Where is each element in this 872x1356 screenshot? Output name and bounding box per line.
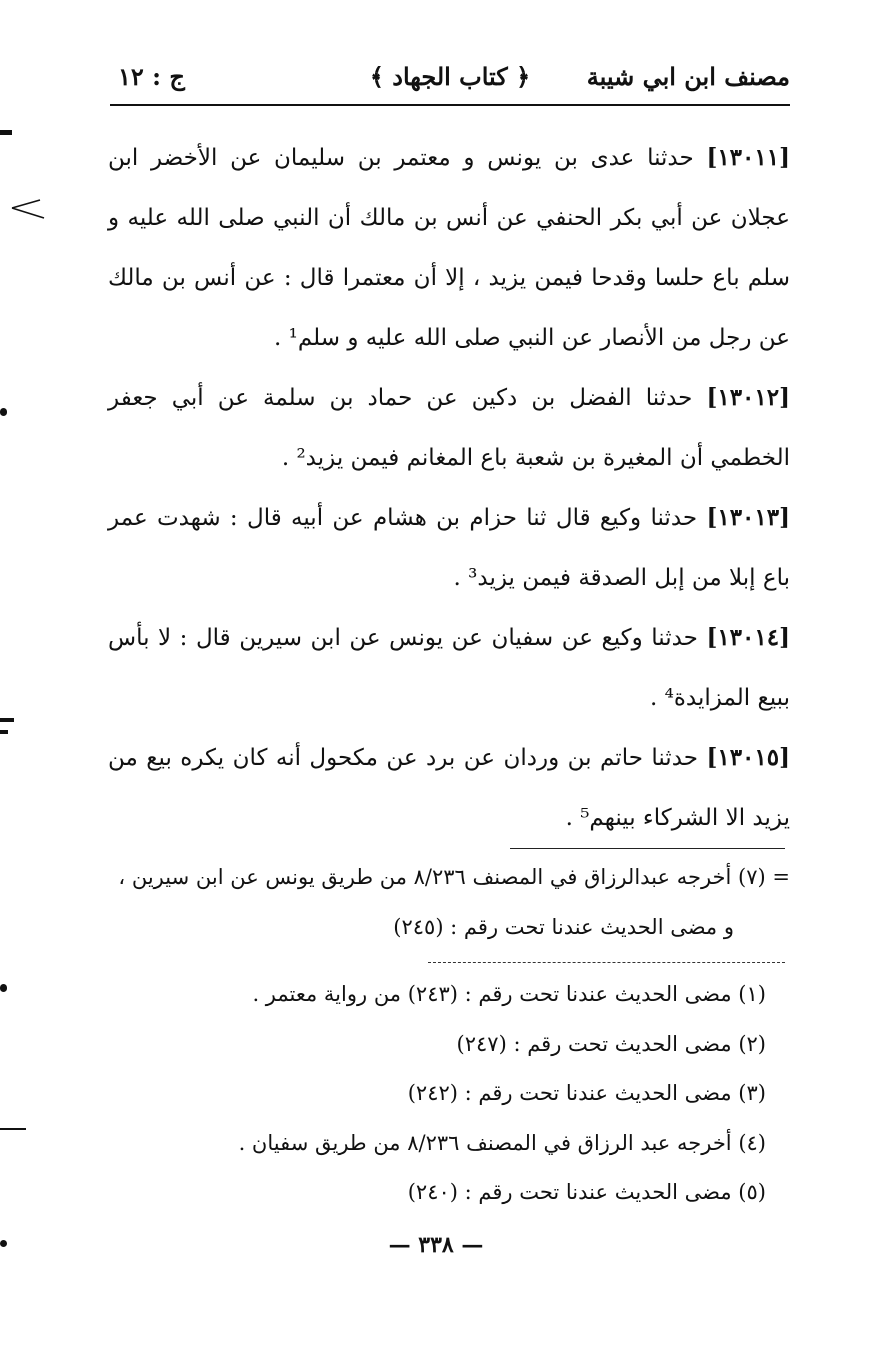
continued-footnote-line: و مضى الحديث عندنا تحت رقم : (٢٤٥)	[393, 915, 734, 939]
footnote-divider	[428, 962, 785, 963]
hadith-number: [١٣٠١٣]	[706, 504, 791, 531]
hadith-text	[108, 128, 790, 848]
continued-footnote	[100, 852, 790, 952]
hadith-number: [١٣٠١١]	[706, 144, 790, 171]
hadith-number: [١٣٠١٢]	[706, 384, 791, 411]
hadith-body: حدثنا حاتم بن وردان عن برد عن مكحول أنه كان يكره بيع من يزيد الا الشركاء بينهم⁵ .	[108, 745, 790, 831]
book-title: مصنف ابن ابي شيبة	[586, 62, 790, 91]
hadith-body: حدثنا الفضل بن دكين عن حماد بن سلمة عن أبي جعفر الخطمي أن المغيرة بن شعبة باع المغانم فيمن يزيد² .	[108, 385, 790, 471]
margin-mark	[0, 408, 7, 416]
hadith-13013	[108, 488, 790, 608]
volume-number: ج : ١٢	[118, 62, 185, 91]
hadith-body: حدثنا وكيع قال ثنا حزام بن هشام عن أبيه قال : شهدت عمر باع إبلا من إبل الصدقة فيمن يزيد³ .	[108, 505, 790, 591]
footnote-separator	[510, 848, 785, 849]
running-header	[110, 58, 790, 106]
margin-mark	[0, 130, 12, 135]
hadith-number: [١٣٠١٥]	[706, 744, 791, 771]
margin-mark	[0, 1128, 26, 1130]
hadith-body: حدثنا عدى بن يونس و معتمر بن سليمان عن الأخضر ابن عجلان عن أبي بكر الحنفي عن أنس بن مالك أن النبي صلى الله عليه و سلم باع حلسا وقدحا فيمن يزيد ، إلا أن معتمرا قال : عن أنس بن مالك عن رجل من الأنصار عن النبي صلى الله عليه و سلم¹ .	[108, 145, 791, 351]
footnote-3: (٣) مضى الحديث عندنا تحت رقم : (٢٤٢)	[407, 1081, 766, 1105]
margin-mark	[10, 196, 46, 220]
margin-mark	[0, 1240, 7, 1247]
margin-mark	[0, 730, 8, 734]
hadith-13014	[108, 608, 790, 728]
hadith-13015	[108, 728, 790, 848]
footnote-4: (٤) أخرجه عبد الرزاق في المصنف ٨/٢٣٦ من طريق سفيان .	[238, 1130, 766, 1155]
continued-footnote-line: = (٧) أخرجه عبدالرزاق في المصنف ٨/٢٣٦ من طريق يونس عن ابن سيرين ،	[118, 865, 790, 889]
margin-mark	[0, 718, 14, 722]
hadith-13011	[108, 128, 790, 368]
footnote-5: (٥) مضى الحديث عندنا تحت رقم : (٢٤٠)	[407, 1180, 766, 1204]
margin-mark	[0, 984, 7, 992]
page-number: — ٣٣٨ —	[388, 1232, 484, 1258]
hadith-number: [١٣٠١٤]	[706, 624, 790, 651]
chapter-title: ﴿ كتاب الجهاد ﴾	[369, 62, 531, 91]
footnote-2: (٢) مضى الحديث تحت رقم : (٢٤٧)	[456, 1031, 766, 1056]
footnotes	[200, 970, 766, 1218]
footnote-1: (١) مضى الحديث عندنا تحت رقم : (٢٤٣) من رواية معتمر .	[252, 982, 766, 1006]
hadith-body: حدثنا وكيع عن سفيان عن يونس عن ابن سيرين قال : لا بأس ببيع المزايدة⁴ .	[108, 625, 790, 711]
hadith-13012	[108, 368, 790, 488]
